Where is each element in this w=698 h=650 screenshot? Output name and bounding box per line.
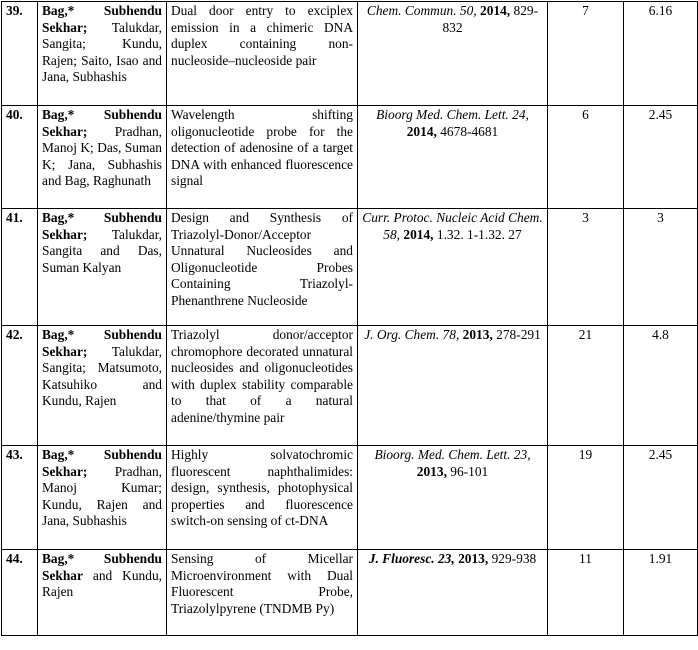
- publications-table: [1, 1, 698, 636]
- journal-pages: 929-938: [491, 551, 537, 566]
- entry-number: 39.: [2, 2, 38, 106]
- authors-cell: [38, 2, 167, 106]
- impact-factor: 6.16: [624, 2, 698, 106]
- paper-title: Sensing of Micellar Microenvironment with Dual Fluorescent Probe, Triazolylpyrene (TNDMB Py): [167, 550, 358, 636]
- journal-cell: [358, 326, 548, 446]
- lead-author: Bag,* Subhendu Sekhar;: [42, 210, 162, 242]
- citation-count: 21: [548, 326, 624, 446]
- co-authors: Pradhan, Manoj Kumar; Kundu, Rajen and Jana, Subhashis: [42, 463, 162, 528]
- journal-cell: [358, 209, 548, 326]
- table-row: [2, 326, 698, 446]
- journal-year: 2014,: [406, 123, 437, 139]
- journal-name: J. Org. Chem. 78,: [364, 327, 460, 342]
- impact-factor: 3: [624, 209, 698, 326]
- impact-factor: 4.8: [624, 326, 698, 446]
- table-row: [2, 106, 698, 209]
- lead-author: Bag,* Subhendu Sekhar;: [42, 107, 162, 139]
- co-authors: Talukdar, Sangita and Das, Suman Kalyan: [42, 226, 162, 275]
- citation-count: 3: [548, 209, 624, 326]
- paper-title: Triazolyl donor/acceptor chromophore decorated unnatural nucleosides and oligonucleotides with duplex stability comparable to that of a natural adenine/thymine pair: [167, 326, 358, 446]
- journal-cell: [358, 2, 548, 106]
- journal-pages: 829-832: [442, 3, 539, 35]
- impact-factor: 2.45: [624, 446, 698, 550]
- authors-cell: [38, 106, 167, 209]
- journal-name: Curr. Protoc. Nucleic Acid Chem. 58,: [362, 210, 543, 242]
- journal-year: 2013,: [416, 463, 447, 479]
- paper-title: Dual door entry to exciplex emission in a chimeric DNA duplex containing non-nucleoside–nucleoside pair: [167, 2, 358, 106]
- paper-title: Highly solvatochromic fluorescent naphthalimides: design, synthesis, photophysical properties and fluorescence switch-on sensing of ct-DNA: [167, 446, 358, 550]
- entry-number: 40.: [2, 106, 38, 209]
- journal-year: 2014,: [480, 3, 511, 18]
- journal-name: Chem. Commun. 50,: [366, 3, 477, 18]
- citation-count: 7: [548, 2, 624, 106]
- authors-cell: [38, 326, 167, 446]
- co-authors: Pradhan, Manoj K; Das, Suman K; Jana, Subhashis and Bag, Raghunath: [42, 123, 162, 188]
- citation-count: 19: [548, 446, 624, 550]
- journal-pages: 96-101: [450, 463, 489, 479]
- lead-author: Bag,* Subhendu Sekhar;: [42, 327, 162, 359]
- entry-number: 41.: [2, 209, 38, 326]
- paper-title: Wavelength shifting oligonucleotide probe for the detection of adenosine of a target DNA with enhanced fluorescence signal: [167, 106, 358, 209]
- lead-author: Bag,* Subhendu Sekhar: [42, 551, 162, 583]
- paper-title: Design and Synthesis of Triazolyl-Donor/Acceptor Unnatural Nucleosides and Oligonucleotide Probes Containing Triazolyl-Phenanthrene Nucleoside: [167, 209, 358, 326]
- journal-name: J. Fluoresc. 23,: [368, 551, 455, 566]
- table-row: [2, 2, 698, 106]
- table-row: [2, 550, 698, 636]
- journal-pages: 278-291: [496, 327, 541, 342]
- lead-author: Bag,* Subhendu Sekhar;: [42, 3, 162, 35]
- journal-year: 2013,: [462, 327, 493, 342]
- journal-cell: [358, 550, 548, 636]
- lead-author: Bag,* Subhendu Sekhar;: [42, 447, 162, 479]
- journal-year: 2013,: [458, 551, 489, 566]
- impact-factor: 1.91: [624, 550, 698, 636]
- table-row: [2, 446, 698, 550]
- journal-name: Bioorg Med. Chem. Lett. 24,: [376, 107, 529, 122]
- table-row: [2, 209, 698, 326]
- entry-number: 44.: [2, 550, 38, 636]
- authors-cell: [38, 550, 167, 636]
- citation-count: 11: [548, 550, 624, 636]
- co-authors: Talukdar, Sangita; Kundu, Rajen; Saito, Isao and Jana, Subhashis: [42, 19, 162, 84]
- journal-cell: [358, 446, 548, 550]
- journal-pages: 1.32. 1-1.32. 27: [436, 226, 522, 242]
- entry-number: 43.: [2, 446, 38, 550]
- co-authors: and Kundu, Rajen: [42, 567, 162, 599]
- co-authors: Talukdar, Sangita; Matsumoto, Katsuhiko and Kundu, Rajen: [42, 343, 162, 408]
- journal-name: Bioorg. Med. Chem. Lett. 23,: [374, 447, 531, 462]
- journal-cell: [358, 106, 548, 209]
- entry-number: 42.: [2, 326, 38, 446]
- authors-cell: [38, 209, 167, 326]
- impact-factor: 2.45: [624, 106, 698, 209]
- journal-year: 2014,: [403, 226, 434, 242]
- citation-count: 6: [548, 106, 624, 209]
- authors-cell: [38, 446, 167, 550]
- journal-pages: 4678-4681: [440, 123, 499, 139]
